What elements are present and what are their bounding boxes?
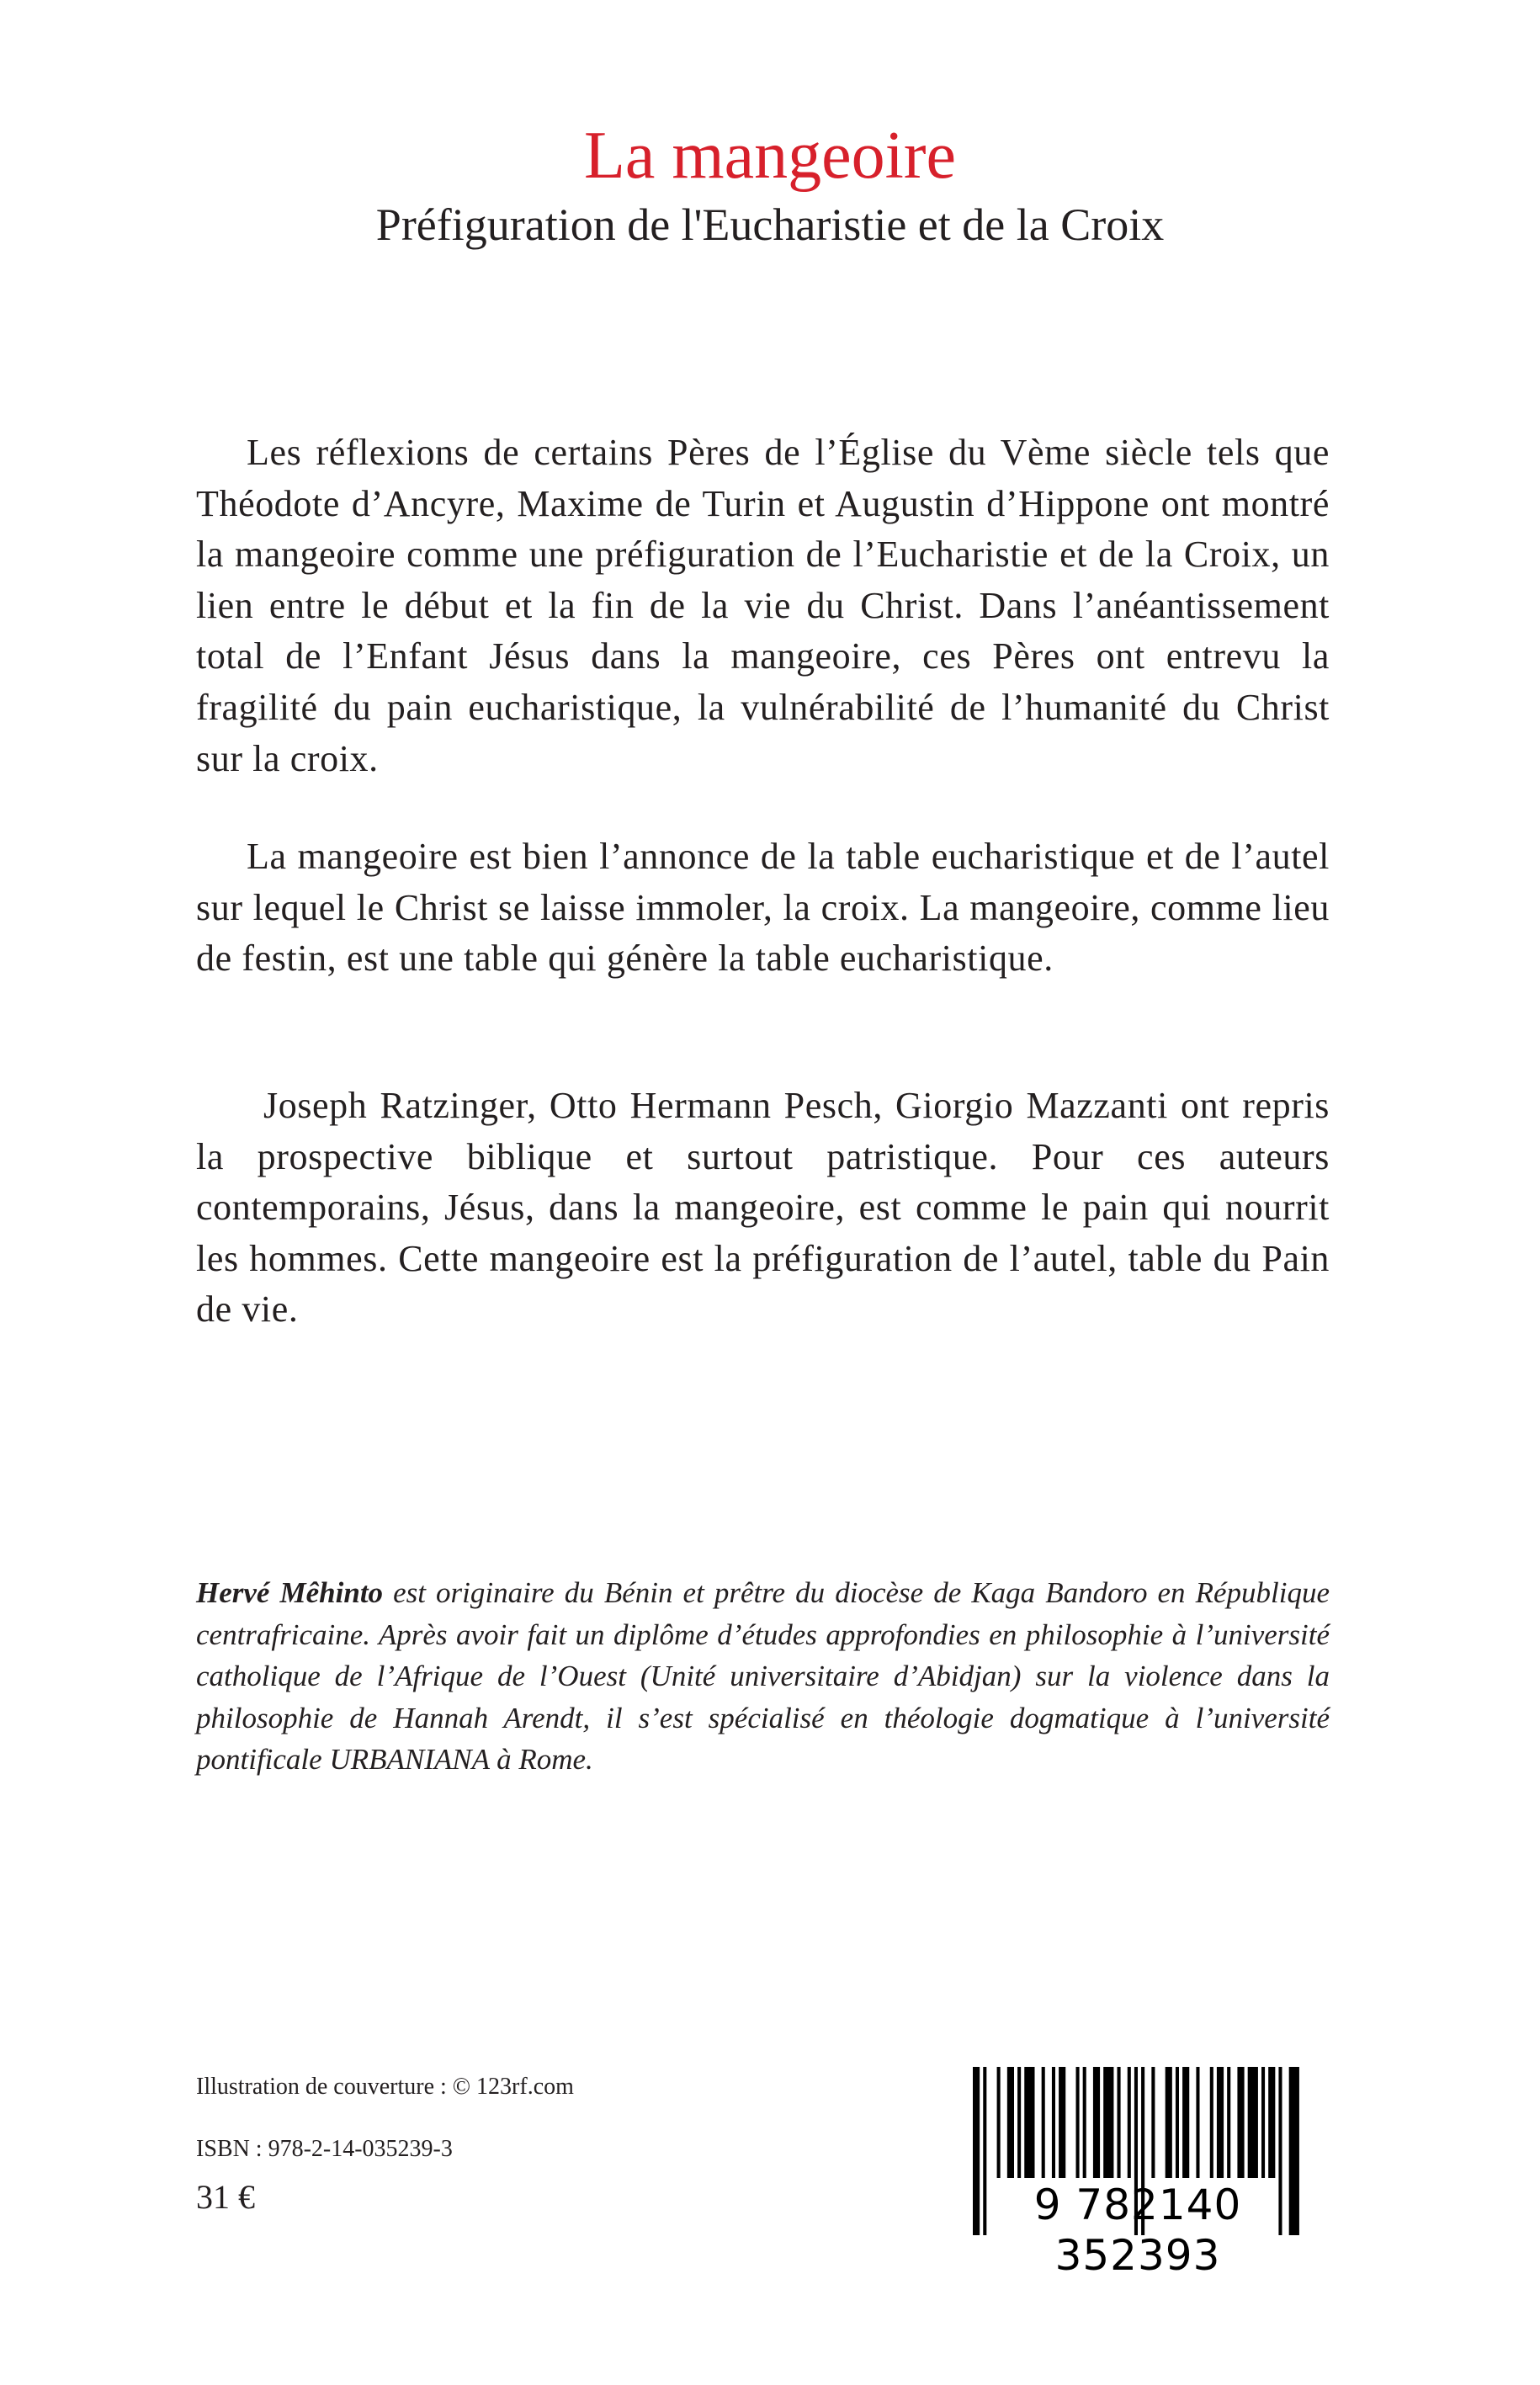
author-bio-text: est originaire du Bénin et prêtre du diocèse de Kaga Bandoro en République centrafricaine. Après avoir fait un diplôme d’études approfondies en philosophie à l’université catholique de l’Afrique de l’Ouest (Unité universitaire d’Abidjan) sur la violence dans la philosophie de Hannah Arendt, il s’est spécialisé en théologie dogmatique à l’université pontificale URBANIANA à Rome.	[196, 1576, 1330, 1776]
price: 31 €	[196, 2178, 255, 2216]
book-title: La mangeoire	[584, 119, 956, 193]
cover-credit: Illustration de couverture : © 123rf.com	[196, 2074, 574, 2100]
summary-paragraph-2	[196, 831, 1330, 985]
summary-text: La mangeoire est bien l’annonce de la table eucharistique et de l’autel sur lequel le Christ se laisse immoler, la croix. La mangeoire, comme lieu de festin, est une table qui génère la table eucharistique.	[196, 836, 1330, 980]
summary-text: Joseph Ratzinger, Otto Hermann Pesch, Giorgio Mazzanti ont repris la prospective biblique et surtout patristique. Pour ces auteurs contemporains, Jésus, dans la mangeoire, est comme le pain qui nourrit les hommes. Cette mangeoire est la préfiguration de l’autel, table du Pain de vie.	[196, 1085, 1330, 1331]
summary-paragraph-3	[196, 1081, 1330, 1336]
author-name: Hervé Mêhinto	[196, 1576, 384, 1609]
summary-text: Les réflexions de certains Pères de l’Église du Vème siècle tels que Théodote d’Ancyre, Maxime de Turin et Augustin d’Hippone ont montré la mangeoire comme une préfiguration de l’Eucharistie et de la Croix, un lien entre le début et la fin de la vie du Christ. Dans l’anéantissement total de l’Enfant Jésus dans la mangeoire, ces Pères ont entrevu la fragilité du pain eucharistique, la vulnérabilité de l’humanité du Christ sur la croix.	[196, 432, 1330, 779]
book-subtitle: Préfiguration de l'Eucharistie et de la Croix	[375, 199, 1165, 250]
isbn-number: ISBN : 978-2-14-035239-3	[196, 2136, 453, 2162]
summary-paragraph-1	[196, 428, 1330, 784]
author-bio	[196, 1572, 1330, 1781]
barcode-digits: 9 782140 352393	[1033, 2180, 1242, 2280]
